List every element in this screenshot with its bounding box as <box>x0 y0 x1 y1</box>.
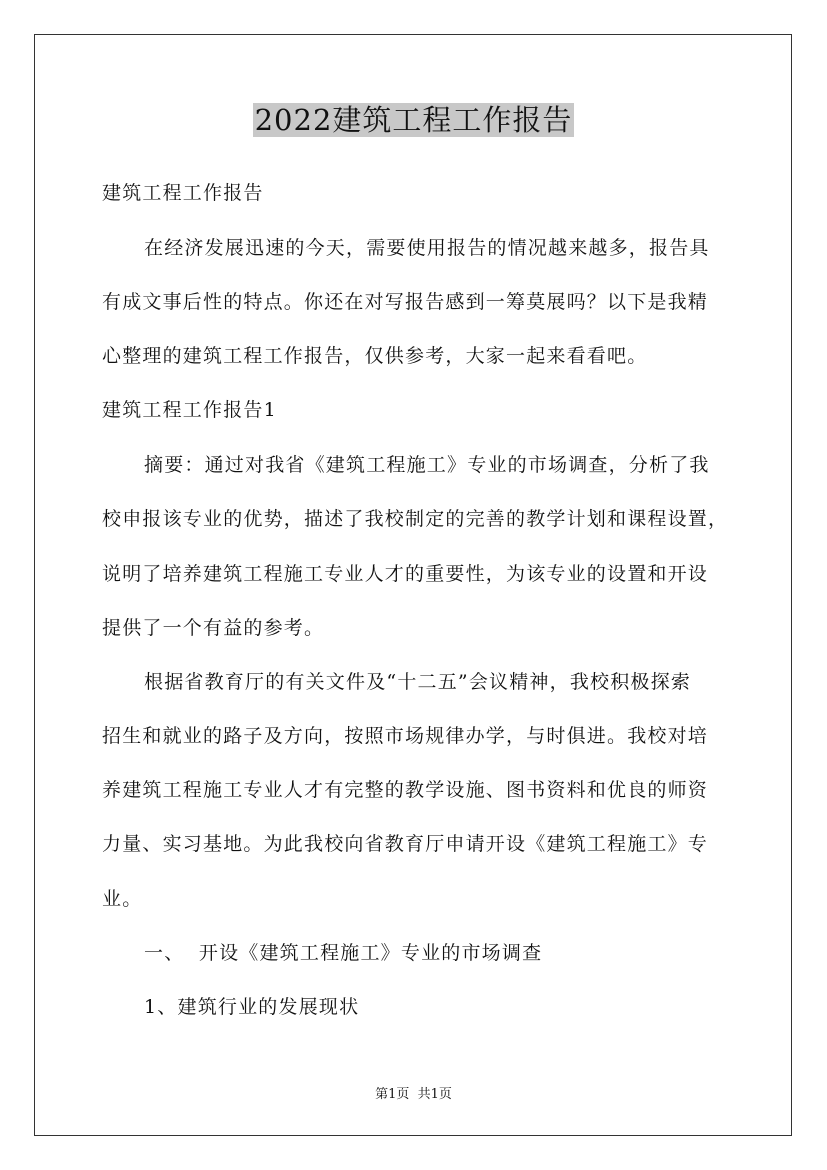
text-line: 摘要：通过对我省《建筑工程施工》专业的市场调查，分析了我 <box>144 454 710 476</box>
text-line: 根据省教育厅的有关文件及“十二五”会议精神，我校积极探索 <box>144 671 692 693</box>
subsection-heading: 1、建筑行业的发展现状 <box>144 996 360 1018</box>
text-line: 说明了培养建筑工程施工专业人才的重要性，为该专业的设置和开设 <box>102 563 709 585</box>
text-line: 养建筑工程施工专业人才有完整的教学设施、图书资料和优良的师资 <box>102 779 709 801</box>
text-line: 业。 <box>102 888 143 910</box>
text-line: 心整理的建筑工程工作报告，仅供参考，大家一起来看看吧。 <box>102 345 648 367</box>
text-line: 力量、实习基地。为此我校向省教育厅申请开设《建筑工程施工》专 <box>102 833 709 855</box>
text-line: 有成文事后性的特点。你还在对写报告感到一筹莫展吗？以下是我精 <box>102 291 709 313</box>
section-heading: 一、 开设《建筑工程施工》专业的市场调查 <box>144 942 543 964</box>
text-line: 建筑工程工作报告 <box>102 182 264 204</box>
text-line: 校申报该专业的优势，描述了我校制定的完善的教学计划和课程设置， <box>102 508 729 530</box>
text-line: 招生和就业的路子及方向，按照市场规律办学，与时俱进。我校对培 <box>102 725 709 747</box>
text-line: 提供了一个有益的参考。 <box>102 617 325 639</box>
text-line: 建筑工程工作报告1 <box>102 399 277 421</box>
document-title: 2022建筑工程工作报告 <box>254 103 573 137</box>
page-footer: 第1页 共1页 <box>375 1087 452 1102</box>
text-line: 在经济发展迅速的今天，需要使用报告的情况越来越多，报告具 <box>144 237 710 259</box>
document-title-block <box>0 98 827 142</box>
